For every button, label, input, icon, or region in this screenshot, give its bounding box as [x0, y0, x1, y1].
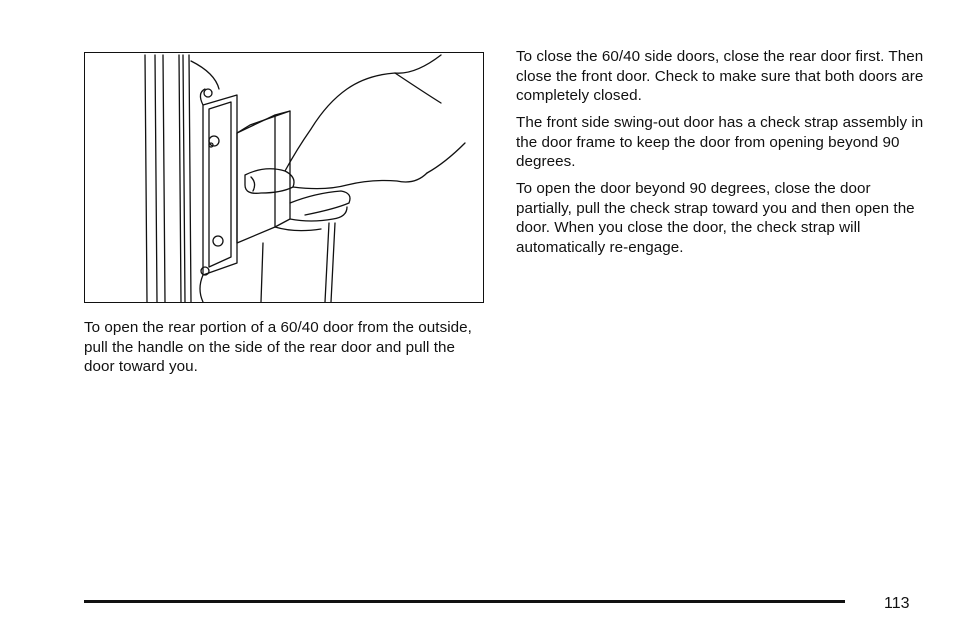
door-handle-illustration [84, 52, 484, 303]
right-paragraph-3: To open the door beyond 90 degrees, close the door partially, pull the check strap toward you and then open the door. When you close the door, the check strap will automatically re-engage. [516, 180, 915, 256]
right-paragraph-1: To close the 60/40 side doors, close the rear door first. Then close the front door. Check to make sure that both doors are completely closed. [516, 48, 924, 105]
page-number: 113 [884, 595, 910, 612]
left-paragraph: To open the rear portion of a 60/40 door from the outside, pull the handle on the side of the rear door and pull the door toward you. [84, 319, 472, 376]
hand-pulling-handle-icon [85, 53, 484, 303]
right-paragraph-2: The front side swing-out door has a check strap assembly in the door frame to keep the door from opening beyond 90 degrees. [516, 114, 924, 171]
footer-rule [84, 600, 845, 603]
